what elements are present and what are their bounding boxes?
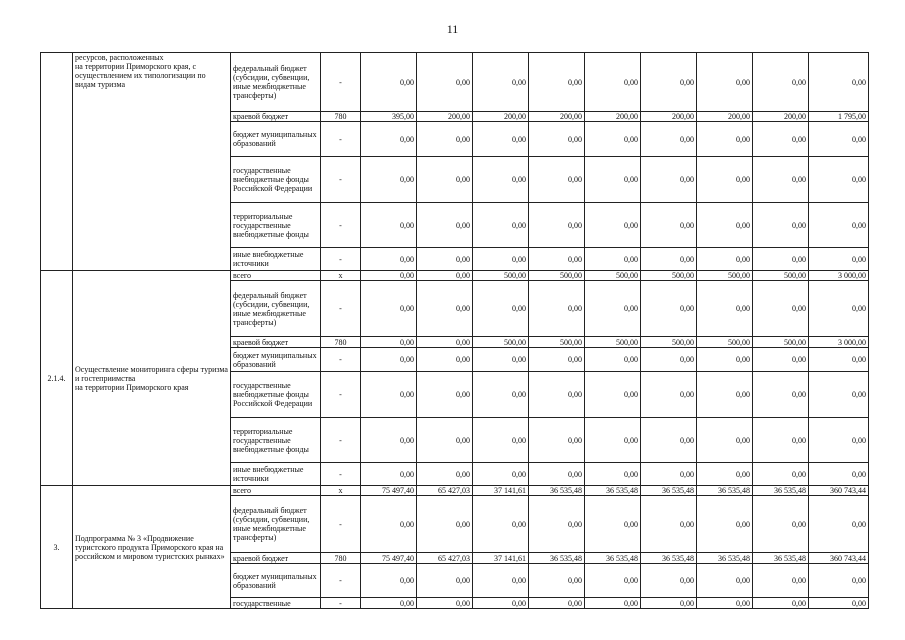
amount-cell: 0,00 [809, 53, 869, 112]
amount-cell: 360 743,44 [809, 486, 869, 496]
amount-cell: 0,00 [809, 248, 869, 271]
amount-cell: 0,00 [809, 372, 869, 418]
amount-cell: 500,00 [585, 337, 641, 348]
funding-source: государственные внебюджетные фонды Российской Федерации [231, 157, 321, 203]
amount-cell: 0,00 [529, 372, 585, 418]
budget-code: x [321, 271, 361, 281]
amount-cell: 3 000,00 [809, 337, 869, 348]
funding-source: иные внебюджетные источники [231, 248, 321, 271]
table-row [41, 271, 869, 281]
amount-cell: 0,00 [473, 348, 529, 372]
amount-cell: 0,00 [361, 337, 417, 348]
amount-cell: 0,00 [697, 463, 753, 486]
amount-cell: 0,00 [753, 496, 809, 553]
amount-cell: 36 535,48 [641, 486, 697, 496]
amount-cell: 0,00 [809, 348, 869, 372]
amount-cell: 0,00 [585, 157, 641, 203]
amount-cell: 0,00 [753, 418, 809, 463]
amount-cell: 500,00 [529, 271, 585, 281]
amount-cell: 0,00 [529, 348, 585, 372]
amount-cell: 0,00 [417, 496, 473, 553]
amount-cell: 0,00 [809, 598, 869, 609]
budget-code: x [321, 486, 361, 496]
amount-cell: 0,00 [697, 203, 753, 248]
funding-source: всего [231, 486, 321, 496]
budget-code: - [321, 564, 361, 598]
amount-cell: 65 427,03 [417, 486, 473, 496]
amount-cell: 500,00 [753, 271, 809, 281]
amount-cell: 0,00 [585, 418, 641, 463]
funding-source: территориальные государственные внебюджетные фонды [231, 203, 321, 248]
amount-cell: 0,00 [417, 122, 473, 157]
amount-cell: 0,00 [417, 271, 473, 281]
amount-cell: 500,00 [697, 271, 753, 281]
funding-source: федеральный бюджет (субсидии, субвенции, иные межбюджетные трансферты) [231, 496, 321, 553]
amount-cell: 0,00 [697, 418, 753, 463]
amount-cell: 0,00 [697, 53, 753, 112]
amount-cell: 0,00 [809, 203, 869, 248]
amount-cell: 0,00 [641, 372, 697, 418]
amount-cell: 0,00 [529, 157, 585, 203]
amount-cell: 200,00 [641, 112, 697, 122]
amount-cell: 0,00 [361, 348, 417, 372]
amount-cell: 0,00 [641, 564, 697, 598]
item-name: ресурсов, расположенных на территории Приморского края, с осуществлением их типологизации по видам туризма [73, 53, 231, 271]
budget-code: - [321, 418, 361, 463]
amount-cell: 0,00 [361, 281, 417, 337]
amount-cell: 0,00 [585, 463, 641, 486]
budget-code: - [321, 53, 361, 112]
amount-cell: 500,00 [641, 271, 697, 281]
funding-source: всего [231, 271, 321, 281]
budget-code: - [321, 348, 361, 372]
amount-cell: 0,00 [753, 248, 809, 271]
amount-cell: 0,00 [641, 122, 697, 157]
funding-source: государственные [231, 598, 321, 609]
amount-cell: 0,00 [809, 564, 869, 598]
amount-cell: 0,00 [585, 348, 641, 372]
amount-cell: 0,00 [585, 496, 641, 553]
funding-source: краевой бюджет [231, 112, 321, 122]
budget-code: - [321, 496, 361, 553]
amount-cell: 0,00 [529, 203, 585, 248]
amount-cell: 0,00 [809, 281, 869, 337]
amount-cell: 0,00 [641, 203, 697, 248]
amount-cell: 65 427,03 [417, 553, 473, 564]
budget-table [40, 52, 869, 609]
amount-cell: 0,00 [697, 372, 753, 418]
amount-cell: 0,00 [585, 564, 641, 598]
amount-cell: 0,00 [641, 53, 697, 112]
funding-source: бюджет муниципальных образований [231, 348, 321, 372]
amount-cell: 0,00 [529, 496, 585, 553]
amount-cell: 0,00 [809, 157, 869, 203]
budget-code: 780 [321, 553, 361, 564]
amount-cell: 0,00 [753, 348, 809, 372]
amount-cell: 36 535,48 [753, 553, 809, 564]
table-row [41, 486, 869, 496]
amount-cell: 0,00 [641, 157, 697, 203]
amount-cell: 0,00 [417, 463, 473, 486]
funding-source: краевой бюджет [231, 553, 321, 564]
amount-cell: 0,00 [473, 372, 529, 418]
amount-cell: 36 535,48 [529, 553, 585, 564]
amount-cell: 500,00 [473, 337, 529, 348]
amount-cell: 0,00 [697, 122, 753, 157]
amount-cell: 1 795,00 [809, 112, 869, 122]
amount-cell: 0,00 [529, 281, 585, 337]
amount-cell: 0,00 [473, 53, 529, 112]
amount-cell: 500,00 [641, 337, 697, 348]
budget-code: 780 [321, 112, 361, 122]
funding-source: государственные внебюджетные фонды Российской Федерации [231, 372, 321, 418]
amount-cell: 200,00 [473, 112, 529, 122]
amount-cell: 200,00 [529, 112, 585, 122]
amount-cell: 0,00 [753, 53, 809, 112]
amount-cell: 0,00 [473, 203, 529, 248]
amount-cell: 0,00 [417, 248, 473, 271]
funding-source: бюджет муниципальных образований [231, 122, 321, 157]
amount-cell: 0,00 [753, 564, 809, 598]
amount-cell: 200,00 [697, 112, 753, 122]
amount-cell: 0,00 [361, 463, 417, 486]
amount-cell: 0,00 [361, 418, 417, 463]
amount-cell: 0,00 [697, 598, 753, 609]
amount-cell: 0,00 [417, 203, 473, 248]
amount-cell: 0,00 [529, 122, 585, 157]
amount-cell: 0,00 [697, 281, 753, 337]
item-name: Подпрограмма № 3 «Продвижение туристского продукта Приморского края на российском и мировом туристских рынках» [73, 486, 231, 609]
amount-cell: 0,00 [529, 418, 585, 463]
amount-cell: 36 535,48 [529, 486, 585, 496]
amount-cell: 37 141,61 [473, 486, 529, 496]
amount-cell: 0,00 [641, 496, 697, 553]
amount-cell: 36 535,48 [697, 553, 753, 564]
amount-cell: 395,00 [361, 112, 417, 122]
amount-cell: 0,00 [529, 598, 585, 609]
amount-cell: 0,00 [697, 157, 753, 203]
amount-cell: 0,00 [361, 122, 417, 157]
item-number [41, 53, 73, 271]
item-name: Осуществление мониторинга сферы туризма и гостеприимства на территории Приморского края [73, 271, 231, 486]
amount-cell: 200,00 [585, 112, 641, 122]
funding-source: иные внебюджетные источники [231, 463, 321, 486]
amount-cell: 0,00 [417, 418, 473, 463]
amount-cell: 0,00 [417, 157, 473, 203]
amount-cell: 0,00 [753, 281, 809, 337]
amount-cell: 36 535,48 [585, 486, 641, 496]
amount-cell: 0,00 [417, 53, 473, 112]
budget-code: 780 [321, 337, 361, 348]
amount-cell: 0,00 [753, 157, 809, 203]
amount-cell: 0,00 [361, 564, 417, 598]
amount-cell: 0,00 [473, 496, 529, 553]
funding-source: территориальные государственные внебюджетные фонды [231, 418, 321, 463]
amount-cell: 500,00 [473, 271, 529, 281]
amount-cell: 0,00 [641, 418, 697, 463]
amount-cell: 0,00 [753, 122, 809, 157]
amount-cell: 0,00 [417, 372, 473, 418]
amount-cell: 0,00 [809, 122, 869, 157]
budget-code: - [321, 122, 361, 157]
amount-cell: 0,00 [417, 281, 473, 337]
amount-cell: 0,00 [585, 122, 641, 157]
budget-code: - [321, 157, 361, 203]
amount-cell: 0,00 [641, 598, 697, 609]
amount-cell: 0,00 [641, 281, 697, 337]
amount-cell: 0,00 [585, 372, 641, 418]
amount-cell: 0,00 [753, 598, 809, 609]
amount-cell: 0,00 [361, 372, 417, 418]
amount-cell: 200,00 [417, 112, 473, 122]
amount-cell: 0,00 [473, 281, 529, 337]
amount-cell: 0,00 [809, 418, 869, 463]
budget-code: - [321, 248, 361, 271]
funding-source: краевой бюджет [231, 337, 321, 348]
funding-source: федеральный бюджет (субсидии, субвенции, иные межбюджетные трансферты) [231, 281, 321, 337]
page-number: 11 [446, 22, 459, 36]
amount-cell: 0,00 [361, 598, 417, 609]
amount-cell: 0,00 [473, 598, 529, 609]
amount-cell: 0,00 [361, 271, 417, 281]
amount-cell: 0,00 [641, 348, 697, 372]
amount-cell: 0,00 [641, 463, 697, 486]
amount-cell: 0,00 [585, 53, 641, 112]
budget-code: - [321, 598, 361, 609]
amount-cell: 0,00 [361, 203, 417, 248]
amount-cell: 0,00 [473, 463, 529, 486]
amount-cell: 75 497,40 [361, 553, 417, 564]
amount-cell: 0,00 [753, 203, 809, 248]
amount-cell: 500,00 [529, 337, 585, 348]
amount-cell: 0,00 [585, 281, 641, 337]
funding-source: федеральный бюджет (субсидии, субвенции, иные межбюджетные трансферты) [231, 53, 321, 112]
amount-cell: 0,00 [417, 348, 473, 372]
amount-cell: 0,00 [697, 496, 753, 553]
amount-cell: 0,00 [473, 157, 529, 203]
amount-cell: 0,00 [809, 463, 869, 486]
amount-cell: 36 535,48 [753, 486, 809, 496]
table-row [41, 53, 869, 112]
amount-cell: 500,00 [753, 337, 809, 348]
amount-cell: 0,00 [585, 248, 641, 271]
amount-cell: 75 497,40 [361, 486, 417, 496]
amount-cell: 3 000,00 [809, 271, 869, 281]
budget-code: - [321, 372, 361, 418]
amount-cell: 0,00 [361, 496, 417, 553]
amount-cell: 0,00 [809, 496, 869, 553]
budget-code: - [321, 463, 361, 486]
amount-cell: 0,00 [529, 564, 585, 598]
amount-cell: 36 535,48 [641, 553, 697, 564]
amount-cell: 0,00 [417, 337, 473, 348]
amount-cell: 0,00 [361, 248, 417, 271]
amount-cell: 0,00 [529, 248, 585, 271]
item-number: 3. [41, 486, 73, 609]
amount-cell: 36 535,48 [585, 553, 641, 564]
amount-cell: 0,00 [585, 598, 641, 609]
funding-source: бюджет муниципальных образований [231, 564, 321, 598]
amount-cell: 37 141,61 [473, 553, 529, 564]
amount-cell: 0,00 [529, 463, 585, 486]
amount-cell: 0,00 [473, 418, 529, 463]
amount-cell: 0,00 [753, 463, 809, 486]
amount-cell: 0,00 [697, 348, 753, 372]
amount-cell: 0,00 [473, 122, 529, 157]
amount-cell: 0,00 [417, 564, 473, 598]
amount-cell: 0,00 [417, 598, 473, 609]
amount-cell: 200,00 [753, 112, 809, 122]
amount-cell: 360 743,44 [809, 553, 869, 564]
amount-cell: 0,00 [585, 203, 641, 248]
amount-cell: 500,00 [585, 271, 641, 281]
amount-cell: 0,00 [473, 248, 529, 271]
amount-cell: 0,00 [361, 157, 417, 203]
amount-cell: 0,00 [529, 53, 585, 112]
amount-cell: 500,00 [697, 337, 753, 348]
item-number: 2.1.4. [41, 271, 73, 486]
amount-cell: 0,00 [641, 248, 697, 271]
budget-code: - [321, 281, 361, 337]
amount-cell: 36 535,48 [697, 486, 753, 496]
amount-cell: 0,00 [697, 564, 753, 598]
amount-cell: 0,00 [697, 248, 753, 271]
amount-cell: 0,00 [753, 372, 809, 418]
amount-cell: 0,00 [361, 53, 417, 112]
budget-code: - [321, 203, 361, 248]
amount-cell: 0,00 [473, 564, 529, 598]
